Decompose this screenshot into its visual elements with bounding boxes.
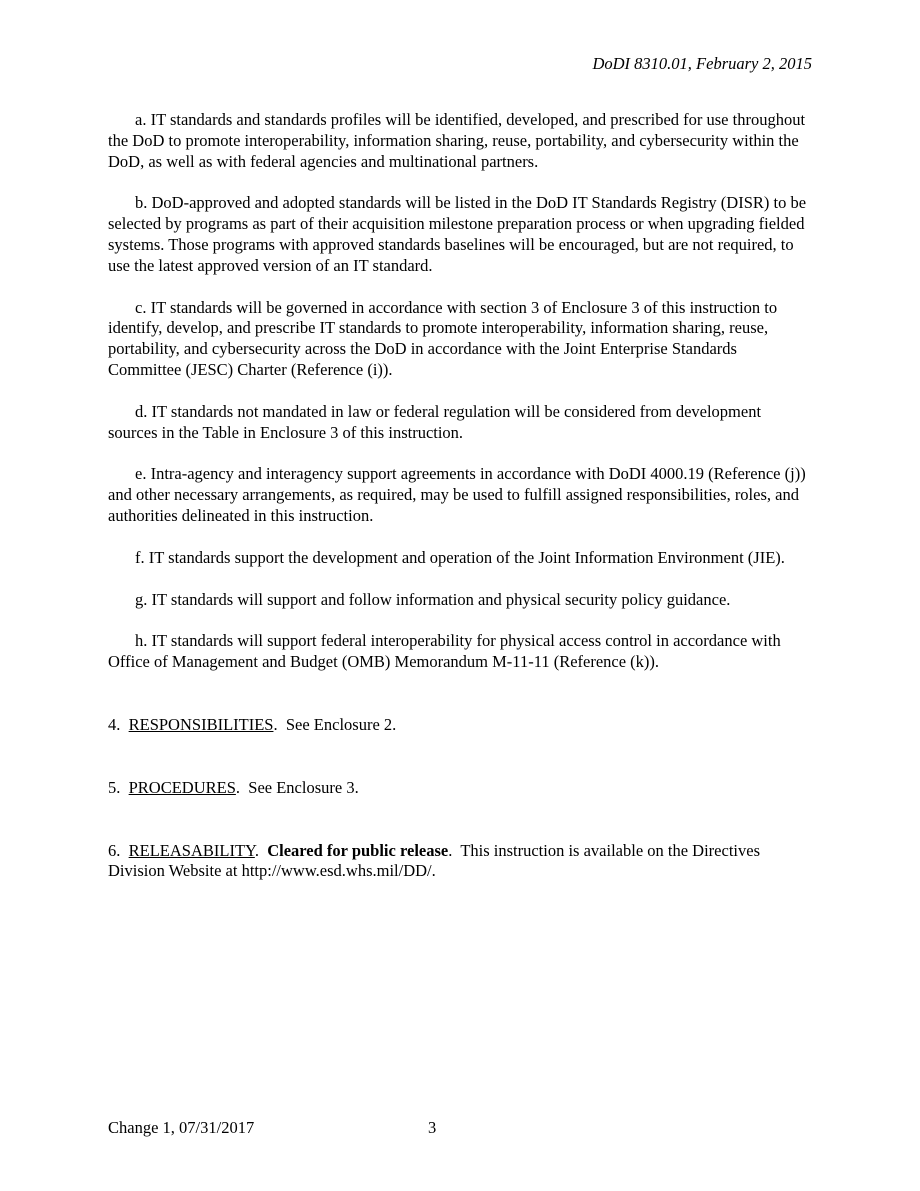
paragraph-g: g. IT standards will support and follow information and physical security policy guidance. [135,589,731,609]
paragraph-f: f. IT standards support the development and operation of the Joint Information Environment (JIE). [135,547,785,567]
document-body [108,110,814,882]
paragraph-b: b. DoD-approved and adopted standards will be listed in the DoD IT Standards Registry (DISR) to be selected by programs as part of their acquisition milestone preparation process or when upgrading fielded systems. Those programs with approved standards baselines will be encouraged, but are not required, to use the latest approved version of an IT standard. [108,193,807,275]
section-text: This instruction is available on the Directives Division Website at http://www.esd.whs.mil/DD/. [108,840,760,881]
section-releasability: 6. RELEASABILITY. Cleared for public release. This instruction is available on the Directives Division Website at http://www.esd.whs.mil/DD/. [108,840,760,881]
running-header: DoDI 8310.01, February 2, 2015 [592,54,812,73]
section-number: 6. [108,840,121,860]
section-number: 4. [108,714,121,734]
section-responsibilities: 4. RESPONSIBILITIES. See Enclosure 2. [108,714,397,734]
section-text: See Enclosure 3. [248,777,359,797]
release-statement: Cleared for public release [267,840,449,860]
paragraph-c: c. IT standards will be governed in accordance with section 3 of Enclosure 3 of this instruction to identify, develop, and prescribe IT standards to promote interoperability, information sharing, reuse, portability, and cybersecurity across the DoD in accordance with the Joint Enterprise Standards Committee (JESC) Charter (Reference (i)). [108,297,778,379]
paragraph-h: h. IT standards will support federal interoperability for physical access control in accordance with Office of Management and Budget (OMB) Memorandum M-11-11 (Reference (k)). [108,631,781,672]
section-number: 5. [108,777,121,797]
section-heading: RESPONSIBILITIES [128,714,274,734]
paragraph-e: e. Intra-agency and interagency support agreements in accordance with DoDI 4000.19 (Reference (j)) and other necessary arrangements, as required, may be used to fulfill assigned responsibilities, roles, and authorities delineated in this instruction. [108,464,806,525]
section-heading: RELEASABILITY [128,840,255,860]
page-number: 3 [428,1118,437,1137]
paragraph-a: a. IT standards and standards profiles will be identified, developed, and prescribed for use throughout the DoD to promote interoperability, information sharing, reuse, portability, and cybersecurity within the DoD, as well as with federal agencies and multinational partners. [108,110,806,171]
section-text: See Enclosure 2. [285,714,397,734]
section-procedures: 5. PROCEDURES. See Enclosure 3. [108,777,359,797]
section-heading: PROCEDURES [128,777,236,797]
paragraph-d: d. IT standards not mandated in law or federal regulation will be considered from development sources in the Table in Enclosure 3 of this instruction. [108,401,762,442]
change-notice: Change 1, 07/31/2017 [108,1118,255,1137]
